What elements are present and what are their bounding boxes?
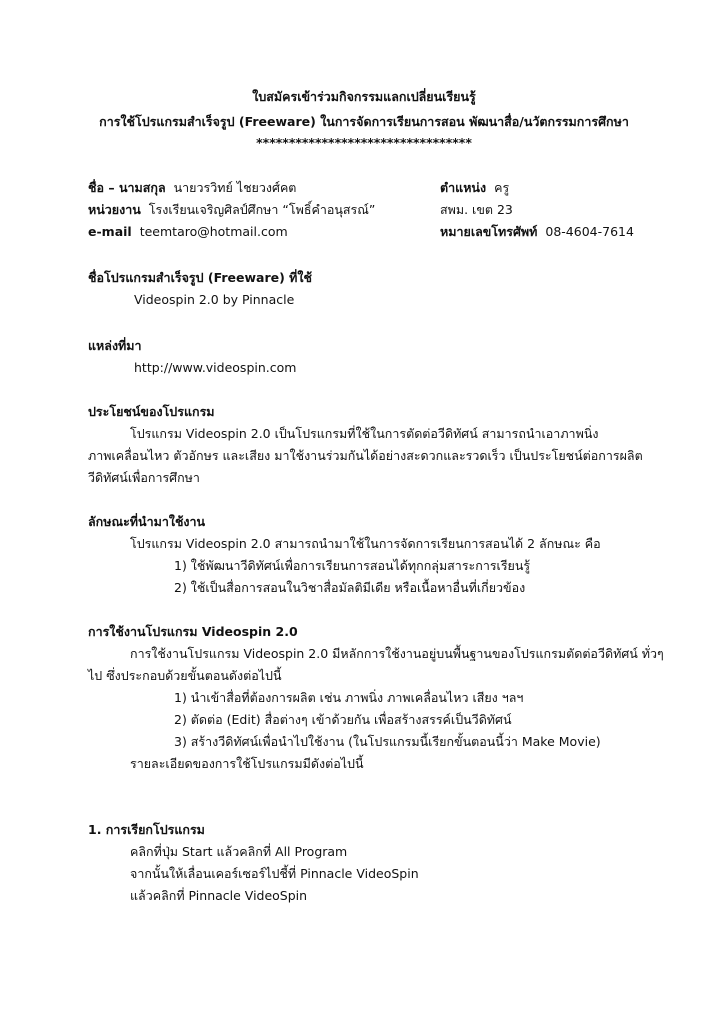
area-value: สพม. เขต 23 [440, 202, 513, 217]
benefits-line: ภาพเคลื่อนไหว ตัวอักษร และเสียง มาใช้งานร่วมกันได้อย่างสะดวกและรวดเร็ว เป็นประโยชน์ต่อการผลิต [88, 448, 643, 463]
position-label: ตำแหน่ง [440, 180, 487, 195]
position-value: ครู [494, 180, 510, 195]
howto-step: 2) ตัดต่อ (Edit) สื่อต่างๆ เข้าด้วยกัน เพื่อสร้างสรรค์เป็นวีดิทัศน์ [174, 712, 512, 727]
benefits-heading: ประโยชน์ของโปรแกรม [88, 404, 215, 419]
org-row [88, 201, 375, 219]
howto-line: ไป ซึ่งประกอบด้วยขั้นตอนดังต่อไปนี้ [88, 668, 282, 683]
doc-subtitle: การใช้โปรแกรมสำเร็จรูป (Freeware) ในการจัดการเรียนการสอน พัฒนาสื่อ/นวัตกรรมการศึกษา [99, 114, 629, 129]
usage-heading: ลักษณะที่นำมาใช้งาน [88, 514, 206, 529]
howto-heading: การใช้งานโปรแกรม Videospin 2.0 [88, 624, 298, 639]
org-value: โรงเรียนเจริญศิลป์ศึกษา “โพธิ์คำอนุสรณ์” [148, 202, 376, 217]
howto-step: 3) สร้างวีดิทัศน์เพื่อนำไปใช้งาน (ในโปรแกรมนี้เรียกขั้นตอนนี้ว่า Make Movie) [174, 734, 601, 749]
benefits-line: วีดิทัศน์เพื่อการศึกษา [88, 470, 200, 485]
section1-heading: 1. การเรียกโปรแกรม [88, 822, 205, 837]
phone-label: หมายเลขโทรศัพท์ [440, 224, 538, 239]
email-label: e-mail [88, 224, 132, 239]
source-heading: แหล่งที่มา [88, 338, 142, 353]
email-value: teemtaro@hotmail.com [139, 224, 288, 239]
source-url: http://www.videospin.com [134, 360, 297, 375]
program-value: Videospin 2.0 by Pinnacle [134, 292, 295, 307]
name-row [88, 179, 296, 197]
usage-intro: โปรแกรม Videospin 2.0 สามารถนำมาใช้ในการจัดการเรียนการสอนได้ 2 ลักษณะ คือ [130, 536, 601, 551]
phone-value: 08-4604-7614 [545, 224, 634, 239]
program-heading: ชื่อโปรแกรมสำเร็จรูป (Freeware) ที่ใช้ [88, 270, 312, 285]
name-label: ชื่อ – นามสกุล [88, 180, 166, 195]
section1-line: คลิกที่ปุ่ม Start แล้วคลิกที่ All Program [130, 844, 348, 859]
email-row [88, 223, 288, 241]
star-divider: ********************************* [256, 135, 472, 150]
phone-row [440, 223, 634, 241]
howto-line: การใช้งานโปรแกรม Videospin 2.0 มีหลักการใช้งานอยู่บนพื้นฐานของโปรแกรมตัดต่อวีดิทัศน์ ทั่วๆ [130, 646, 664, 661]
usage-item: 1) ใช้พัฒนาวีดิทัศน์เพื่อการเรียนการสอนได้ทุกกลุ่มสาระการเรียนรู้ [174, 558, 531, 573]
position-row [440, 179, 509, 197]
benefits-line: โปรแกรม Videospin 2.0 เป็นโปรแกรมที่ใช้ในการตัดต่อวีดิทัศน์ สามารถนำเอาภาพนิ่ง [130, 426, 599, 441]
doc-title: ใบสมัครเข้าร่วมกิจกรรมแลกเปลี่ยนเรียนรู้ [252, 89, 476, 104]
org-label: หน่วยงาน [88, 202, 141, 217]
howto-step: 1) นำเข้าสื่อที่ต้องการผลิต เช่น ภาพนิ่ง ภาพเคลื่อนไหว เสียง ฯลฯ [174, 690, 524, 705]
name-value: นายวรวิทย์ ไชยวงศ์คต [173, 180, 297, 195]
howto-detail: รายละเอียดของการใช้โปรแกรมมีดังต่อไปนี้ [130, 756, 364, 771]
usage-item: 2) ใช้เป็นสื่อการสอนในวิชาสื่อมัลติมีเดีย หรือเนื้อหาอื่นที่เกี่ยวข้อง [174, 580, 526, 595]
section1-line: จากนั้นให้เลื่อนเคอร์เซอร์ไปชี้ที่ Pinnacle VideoSpin [130, 866, 419, 881]
section1-line: แล้วคลิกที่ Pinnacle VideoSpin [130, 888, 308, 903]
